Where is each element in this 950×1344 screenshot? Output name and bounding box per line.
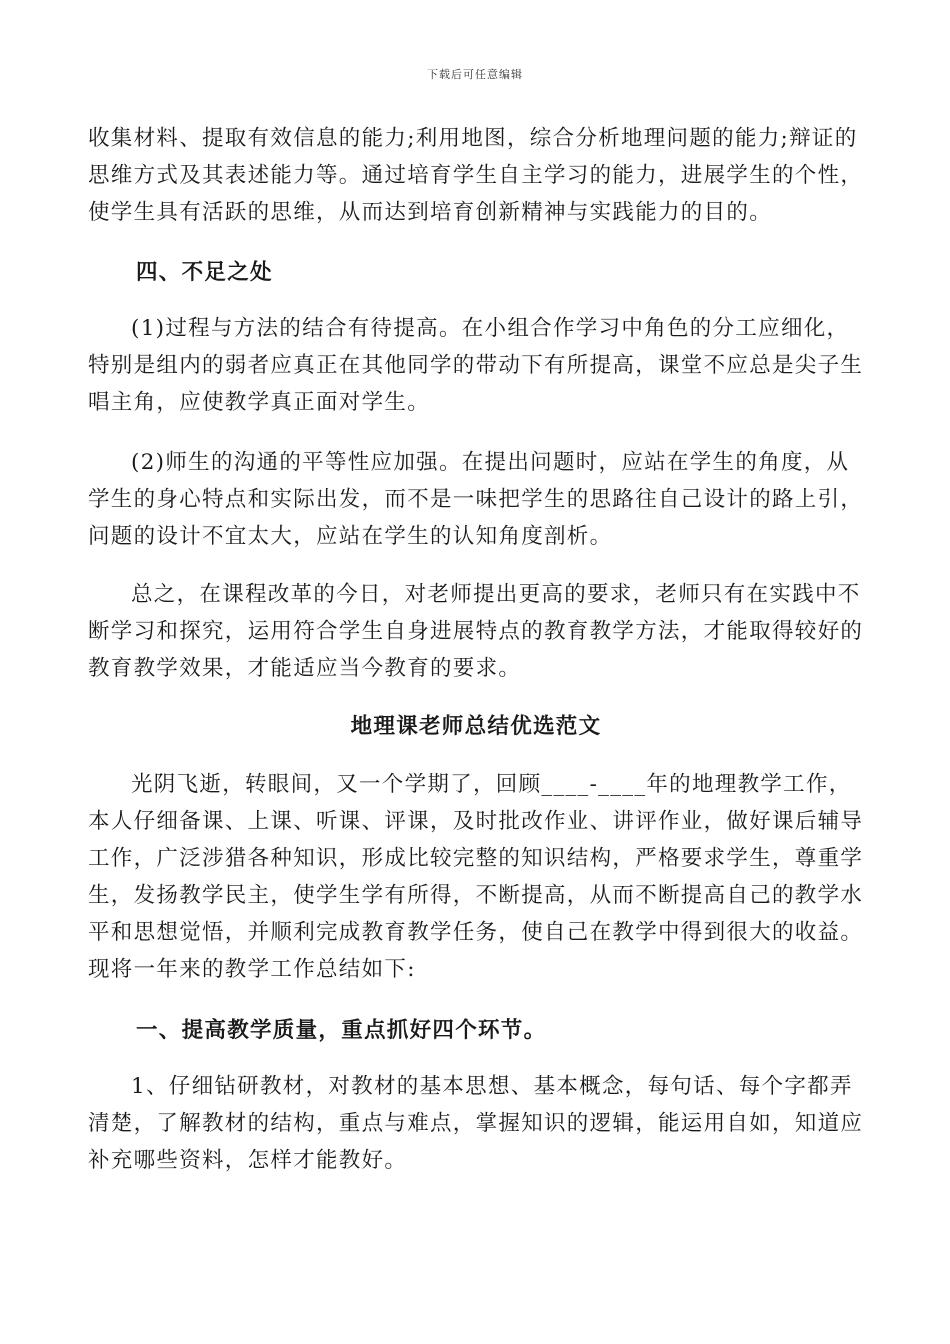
heading-shortcomings: 四、不足之处 [136,260,273,285]
paragraph-summary: 总之，在课程改革的今日，对老师提出更高的要求，老师只有在实践中不断学习和探究，运用符合学生自身进展特点的教育教学方法，才能取得较好的教育教学效果，才能适应当今教育的要求。 [88,582,864,681]
paragraph-item-1: 1、仔细钻研教材，对教材的基本思想、基本概念，每句话、每个字都弄清楚，了解教材的结构，重点与难点，掌握知识的逻辑，能运用自如，知道应补充哪些资料，怎样才能教好。 [88,1074,864,1173]
paragraph-continued: 收集材料、提取有效信息的能力;利用地图，综合分析地理问题的能力;辩证的思维方式及其表述能力等。通过培育学生自主学习的能力，进展学生的个性，使学生具有活跃的思维，从而达到培育创新精神与实践能力的目的。 [88,126,864,225]
header-note: 下载后可任意编辑 [427,68,523,81]
heading-teaching-quality: 一、提高教学质量，重点抓好四个环节。 [136,1018,547,1043]
paragraph-point-1: (1)过程与方法的结合有待提高。在小组合作学习中角色的分工应细化，特别是组内的弱者应真正在其他同学的带动下有所提高，课堂不应总是尖子生唱主角，应使教学真正面对学生。 [88,316,864,415]
paragraph-point-2: (2)师生的沟通的平等性应加强。在提出问题时，应站在学生的角度，从学生的身心特点和实际出发，而不是一味把学生的思路往自己设计的路上引，问题的设计不宜太大，应站在学生的认知角度剖析。 [88,450,864,549]
section-title: 地理课老师总结优选范文 [350,714,602,739]
paragraph-intro: 光阴飞逝，转眼间，又一个学期了，回顾____-____年的地理教学工作，本人仔细备课、上课、听课、评课，及时批改作业、讲评作业，做好课后辅导工作，广泛涉猎各种知识，形成比较完整的知识结构，严格要求学生，尊重学生，发扬教学民主，使学生学有所得，不断提高，从而不断提高自己的教学水平和思想觉悟，并顺利完成教育教学任务，使自己在教学中得到很大的收益。现将一年来的教学工作总结如下: [88,772,864,982]
